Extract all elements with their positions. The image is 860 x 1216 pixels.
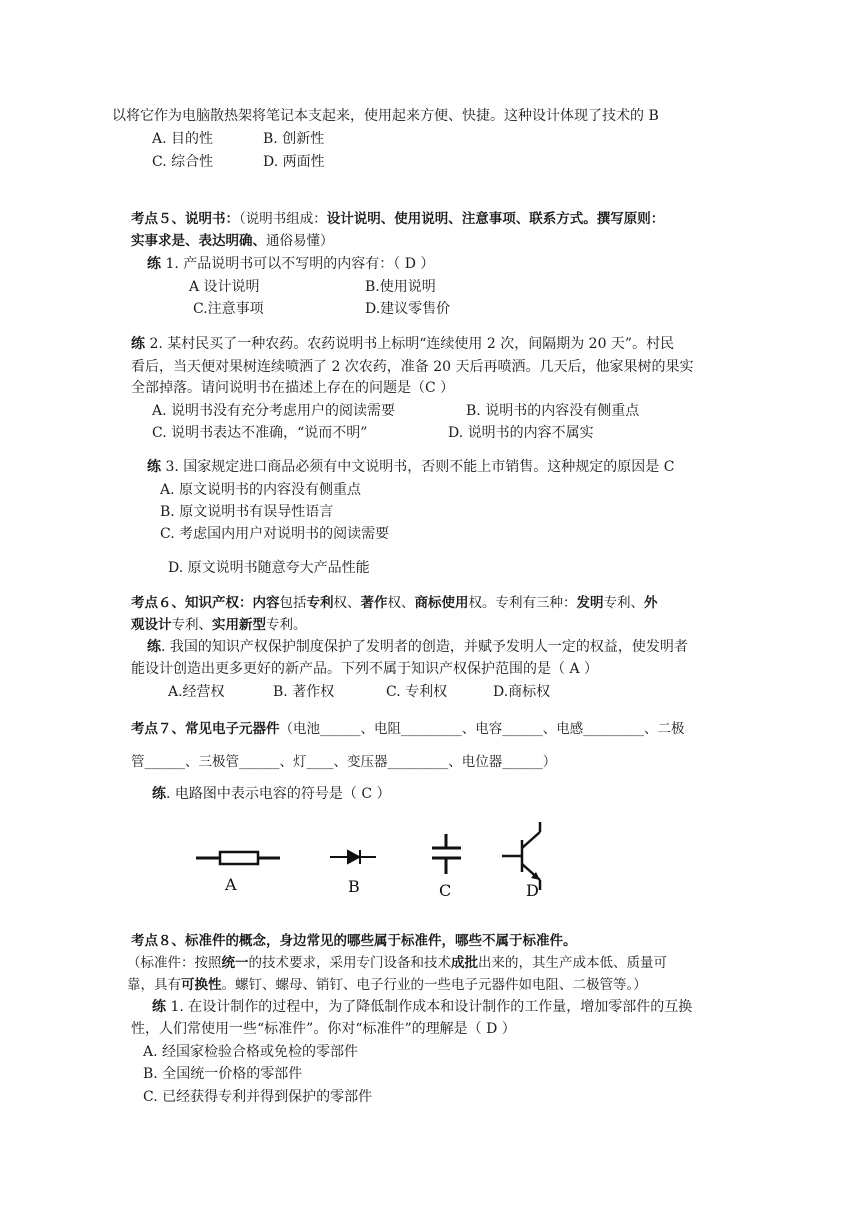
option-a: A.经营权 [168, 684, 225, 700]
section-5-heading [131, 209, 664, 229]
exercise-label: 练 [147, 639, 161, 655]
section-6-bold: 观设计 [131, 617, 172, 633]
section-6-title: 考点６、知识产权： [131, 595, 253, 611]
section-5-bold: 实事求是、表达明确、 [131, 233, 266, 249]
section-6-bold: 商标使用 [414, 595, 469, 611]
diode-symbol [330, 850, 376, 864]
question-6-line2: 能设计创造出更多更好的新产品。下列不属于知识产权保护范围的是（ A ） [131, 661, 599, 677]
question-6-line1 [147, 637, 688, 657]
symbol-label-c: C [439, 881, 452, 900]
option-d: D. 原文说明书随意夸大产品性能 [168, 560, 370, 576]
intro-line: 以将它作为电脑散热架将笔记本支起来，使用起来方便、快捷。这种设计体现了技术的 B [112, 108, 659, 124]
section-6-heading-line2 [131, 615, 307, 635]
resistor-symbol [196, 852, 280, 864]
option-b: B. 创新性 [263, 131, 325, 147]
exercise-label: 练 [147, 459, 161, 475]
option-a: A. 目的性 [152, 131, 214, 147]
section-5-text: （说明书组成： [239, 211, 327, 227]
question-stem: 1. 在设计制作的过程中，为了降低制作成本和设计制作的工作量，增加零部件的互换 [166, 999, 693, 1015]
option-b: B. 全国统一价格的零部件 [143, 1066, 303, 1082]
option-c: C. 说明书表达不准确，“说而不明” [152, 425, 368, 441]
question-stem: 2. 某村民买了一种农药。农药说明书上标明“连续使用 2 次，间隔期为 20 天”。村民 [145, 336, 675, 352]
section-7-line2: 管______、三极管______、灯____、变压器_________、电位器______） [131, 754, 557, 770]
section-7-title: 考点７、常见电子元器件 [131, 721, 280, 737]
option-c: C. 专利权 [386, 684, 448, 700]
section-5-text: 通俗易懂） [266, 233, 334, 249]
exercise-label: 练 [152, 999, 166, 1015]
question-5-2-line3: 全部掉落。请问说明书在描述上存在的问题是（C ） [131, 380, 455, 396]
option-b: B. 说明书的内容没有侧重点 [466, 403, 640, 419]
question-7 [152, 784, 391, 804]
exercise-label: 练 [147, 256, 161, 272]
option-d: D.建议零售价 [365, 301, 451, 317]
section-8-body-line2 [127, 975, 647, 995]
capacitor-symbol [432, 834, 461, 874]
option-c: C. 考虑国内用户对说明书的阅读需要 [160, 526, 390, 542]
question-stem: . 我国的知识产权保护制度保护了发明者的创造，并赋予发明人一定的权益，使发明者 [161, 639, 688, 655]
symbol-label-a: A [225, 875, 237, 894]
option-d: D. 两面性 [263, 154, 325, 170]
section-6-bold: 内容 [252, 595, 280, 611]
section-6-bold: 著作 [360, 595, 388, 611]
question-5-2-line1 [131, 334, 674, 354]
section-8-bold: 可换性 [181, 977, 222, 993]
section-8-text: 出来的，其生产成本低、质量可 [478, 955, 667, 971]
circuit-symbols-figure [190, 812, 580, 912]
exercise-label: 练 [131, 336, 145, 352]
section-5-title: 考点５、说明书： [131, 211, 239, 227]
option-d: D.商标权 [493, 684, 551, 700]
section-7-heading [131, 719, 685, 739]
option-a: A. 说明书没有充分考虑用户的阅读需要 [152, 403, 396, 419]
section-5-bold: 撰写原则： [596, 211, 665, 227]
section-6-text: 包括 [279, 595, 307, 611]
option-a: A. 经国家检验合格或免检的零部件 [143, 1044, 359, 1060]
section-8-text: （标准件：按照 [127, 955, 222, 971]
section-6-text: 权、 [387, 595, 415, 611]
section-5-heading-line2 [131, 231, 334, 251]
symbol-label-d: D [526, 881, 539, 900]
section-6-text: 专利、 [171, 617, 212, 633]
exercise-label: 练 [152, 786, 166, 802]
question-stem: . 电路图中表示电容的符号是（ C ） [166, 786, 391, 802]
section-6-bold: 发明 [576, 595, 604, 611]
section-6-text: 权。专利有三种： [468, 595, 577, 611]
section-6-heading [131, 593, 658, 613]
section-8-bold: 成批 [451, 955, 478, 971]
section-5-bold: 设计说明、使用说明、注意事项、联系方式。 [326, 211, 597, 227]
section-8-bold: 统一 [221, 955, 249, 971]
option-b: B.使用说明 [365, 279, 436, 295]
section-6-text: 专利、 [603, 595, 644, 611]
question-stem: 3. 国家规定进口商品必须有中文说明书，否则不能上市销售。这种规定的原因是 C [161, 459, 675, 475]
option-a: A. 原文说明书的内容没有侧重点 [160, 482, 362, 498]
section-8-text: 。螺钉、螺母、销钉、电子行业的一些电子元器件如电阻、二极管等。） [221, 977, 647, 993]
section-8-heading [131, 931, 577, 951]
option-b: B. 原文说明书有误导性语言 [160, 504, 334, 520]
option-a: A 设计说明 [189, 279, 260, 295]
question-8-line1 [152, 997, 692, 1017]
section-8-text: 靠，具有 [127, 977, 181, 993]
option-c: C. 已经获得专利并得到保护的零部件 [143, 1089, 373, 1105]
section-6-bold: 外 [644, 595, 658, 611]
transistor-symbol [502, 822, 540, 890]
section-8-title: 考点８、标准件的概念，身边常见的哪些属于标准件，哪些不属于标准件。 [131, 933, 577, 949]
option-b: B. 著作权 [273, 684, 335, 700]
section-8-text: 的技术要求，采用专门设备和技术 [248, 955, 451, 971]
option-c: C.注意事项 [193, 301, 264, 317]
question-5-1 [147, 254, 434, 274]
option-d: D. 说明书的内容不属实 [448, 425, 594, 441]
question-5-2-line2: 看后，当天便对果树连续喷洒了 2 次农药，准备 20 天后再喷洒。几天后，他家果树的果实 [131, 359, 694, 375]
section-6-text: 专利。 [266, 617, 307, 633]
section-6-text: 权、 [333, 595, 361, 611]
section-7-text: （电池______、电阻_________、电容______、电感_________、二极 [279, 721, 685, 737]
question-5-3 [147, 457, 674, 477]
section-8-body-line1 [127, 953, 667, 973]
question-stem: 1. 产品说明书可以不写明的内容有：（ D ） [161, 256, 435, 272]
question-8-line2: 性，人们常使用一些“标准件”。你对“标准件”的理解是（ D ） [131, 1021, 516, 1037]
section-6-bold: 实用新型 [212, 617, 266, 633]
section-6-bold: 专利 [306, 595, 334, 611]
option-c: C. 综合性 [152, 154, 214, 170]
symbol-label-b: B [348, 877, 360, 896]
